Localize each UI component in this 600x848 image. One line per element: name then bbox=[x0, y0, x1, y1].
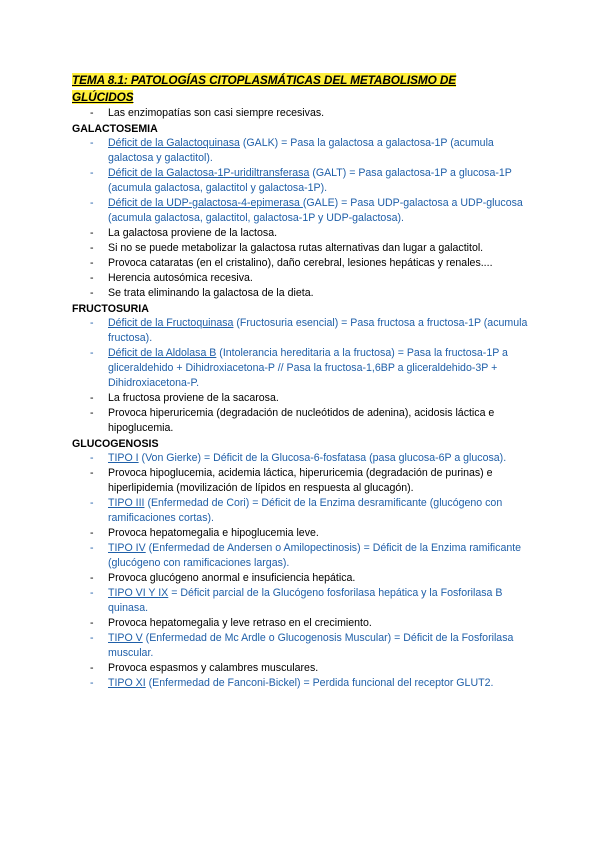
item-text: (GALT) = Pasa galactosa-1P a glucosa-1P (acumula galactosa, galactitol y galactosa-1P). bbox=[108, 167, 512, 194]
bullet-dash: - bbox=[90, 287, 94, 299]
item-text: (Enfermedad de Andersen o Amilopectinosis) = Déficit de la Enzima ramificante (glucógeno con ramificaciones largas). bbox=[108, 542, 522, 569]
item-link[interactable]: TIPO VI Y IX bbox=[108, 587, 169, 599]
title-line-2: GLÚCIDOS bbox=[72, 90, 134, 104]
list-item bbox=[72, 586, 542, 616]
bullet-dash: - bbox=[90, 572, 94, 584]
section-list bbox=[72, 136, 542, 301]
item-text: Se trata eliminando la galactosa de la dieta. bbox=[108, 287, 314, 299]
section-heading-galactosemia: GALACTOSEMIA bbox=[72, 123, 158, 135]
bullet-dash: - bbox=[90, 467, 94, 479]
bullet-dash: - bbox=[90, 617, 94, 629]
bullet-dash: - bbox=[90, 527, 94, 539]
item-text: (Enfermedad de Fanconi-Bickel) = Perdida funcional del receptor GLUT2. bbox=[145, 677, 494, 689]
bullet-dash: - bbox=[90, 587, 94, 599]
section-list bbox=[72, 451, 542, 691]
item-text: La fructosa proviene de la sacarosa. bbox=[108, 392, 279, 404]
list-item bbox=[72, 271, 542, 286]
item-text: Provoca hepatomegalia e hipoglucemia leve. bbox=[108, 527, 319, 539]
bullet-dash: - bbox=[90, 107, 94, 119]
bullet-dash: - bbox=[90, 497, 94, 509]
item-link[interactable]: Déficit de la Galactoquinasa bbox=[108, 137, 240, 149]
bullet-dash: - bbox=[90, 242, 94, 254]
bullet-dash: - bbox=[90, 677, 94, 689]
intro-item bbox=[72, 106, 542, 121]
list-item bbox=[72, 526, 542, 541]
list-item bbox=[72, 466, 542, 496]
bullet-dash: - bbox=[90, 632, 94, 644]
bullet-dash: - bbox=[90, 407, 94, 419]
list-item bbox=[72, 541, 542, 571]
item-link[interactable]: TIPO III bbox=[108, 497, 145, 509]
bullet-dash: - bbox=[90, 197, 94, 209]
item-link[interactable]: Déficit de la Galactosa-1P-uridiltransferasa bbox=[108, 167, 310, 179]
list-item bbox=[72, 346, 542, 391]
section-list bbox=[72, 316, 542, 436]
bullet-dash: - bbox=[90, 257, 94, 269]
item-text: (Enfermedad de Mc Ardle o Glucogenosis Muscular) = Déficit de la Fosforilasa muscular. bbox=[108, 632, 514, 659]
sections-container bbox=[72, 122, 542, 691]
item-text: Provoca hepatomegalia y leve retraso en el crecimiento. bbox=[108, 617, 372, 629]
bullet-dash: - bbox=[90, 542, 94, 554]
item-link[interactable]: Déficit de la UDP-galactosa-4-epimerasa bbox=[108, 197, 303, 209]
list-item bbox=[72, 166, 542, 196]
title-line-1: TEMA 8.1: PATOLOGÍAS CITOPLASMÁTICAS DEL METABOLISMO DE bbox=[72, 73, 457, 87]
item-text: (Intolerancia hereditaria a la fructosa) = Pasa la fructosa-1P a gliceraldehido + Dihidroxiacetona-P // Pasa la fructosa-1,6BP a gliceraldehido-3P + Dihidroxiacetona-P. bbox=[108, 347, 508, 389]
list-item bbox=[72, 316, 542, 346]
bullet-dash: - bbox=[90, 137, 94, 149]
bullet-dash: - bbox=[90, 452, 94, 464]
bullet-dash: - bbox=[90, 662, 94, 674]
item-text: Provoca hiperuricemia (degradación de nucleótidos de adenina), acidosis láctica e hipoglucemia. bbox=[108, 407, 495, 434]
list-item bbox=[72, 406, 542, 436]
item-text: = Déficit parcial de la Glucógeno fosforilasa hepática y la Fosforilasa B quinasa. bbox=[108, 587, 503, 614]
item-link[interactable]: TIPO I bbox=[108, 452, 139, 464]
list-item bbox=[72, 676, 542, 691]
item-link[interactable]: TIPO V bbox=[108, 632, 143, 644]
bullet-dash: - bbox=[90, 167, 94, 179]
list-item bbox=[72, 196, 542, 226]
list-item bbox=[72, 286, 542, 301]
item-text: (GALK) = Pasa la galactosa a galactosa-1P (acumula galactosa y galactitol). bbox=[108, 137, 494, 164]
item-link[interactable]: TIPO XI bbox=[108, 677, 146, 689]
bullet-dash: - bbox=[90, 272, 94, 284]
section-heading-glucogenosis: GLUCOGENOSIS bbox=[72, 438, 159, 450]
item-text: Provoca cataratas (en el cristalino), daño cerebral, lesiones hepáticas y renales.... bbox=[108, 257, 493, 269]
list-item bbox=[72, 451, 542, 466]
list-item bbox=[72, 226, 542, 241]
item-link[interactable]: TIPO IV bbox=[108, 542, 146, 554]
list-item bbox=[72, 631, 542, 661]
item-text: La galactosa proviene de la lactosa. bbox=[108, 227, 278, 239]
item-link[interactable]: Déficit de la Aldolasa B bbox=[108, 347, 217, 359]
page-title bbox=[72, 72, 492, 106]
document-page bbox=[72, 72, 542, 691]
list-item bbox=[72, 136, 542, 166]
item-text: (GALE) = Pasa UDP-galactosa a UDP-glucosa (acumula galactosa, galactitol, galactosa-1P y UDP-galactosa). bbox=[108, 197, 523, 224]
list-item bbox=[72, 616, 542, 631]
list-item bbox=[72, 241, 542, 256]
item-text: Si no se puede metabolizar la galactosa rutas alternativas dan lugar a galactitol. bbox=[108, 242, 484, 254]
intro-text: Las enzimopatías son casi siempre recesivas. bbox=[108, 107, 325, 119]
bullet-dash: - bbox=[90, 227, 94, 239]
item-text: Herencia autosómica recesiva. bbox=[108, 272, 253, 284]
list-item bbox=[72, 661, 542, 676]
bullet-dash: - bbox=[90, 392, 94, 404]
list-item bbox=[72, 256, 542, 271]
list-item bbox=[72, 571, 542, 586]
bullet-dash: - bbox=[90, 317, 94, 329]
item-text: Provoca glucógeno anormal e insuficiencia hepática. bbox=[108, 572, 356, 584]
item-text: (Von Gierke) = Déficit de la Glucosa-6-fosfatasa (pasa glucosa-6P a glucosa). bbox=[138, 452, 507, 464]
section-heading-fructosuria: FRUCTOSURIA bbox=[72, 303, 149, 315]
item-text: (Enfermedad de Cori) = Déficit de la Enzima desramificante (glucógeno con ramificaciones cortas). bbox=[108, 497, 503, 524]
item-text: Provoca hipoglucemia, acidemia láctica, hiperuricemia (degradación de purinas) e hiperlipidemia (movilización de lípidos en respuesta al glucagón). bbox=[108, 467, 493, 494]
item-text: (Fructosuria esencial) = Pasa fructosa a fructosa-1P (acumula fructosa). bbox=[108, 317, 528, 344]
bullet-dash: - bbox=[90, 347, 94, 359]
list-item bbox=[72, 391, 542, 406]
list-item bbox=[72, 496, 542, 526]
item-text: Provoca espasmos y calambres musculares. bbox=[108, 662, 319, 674]
item-link[interactable]: Déficit de la Fructoquinasa bbox=[108, 317, 234, 329]
